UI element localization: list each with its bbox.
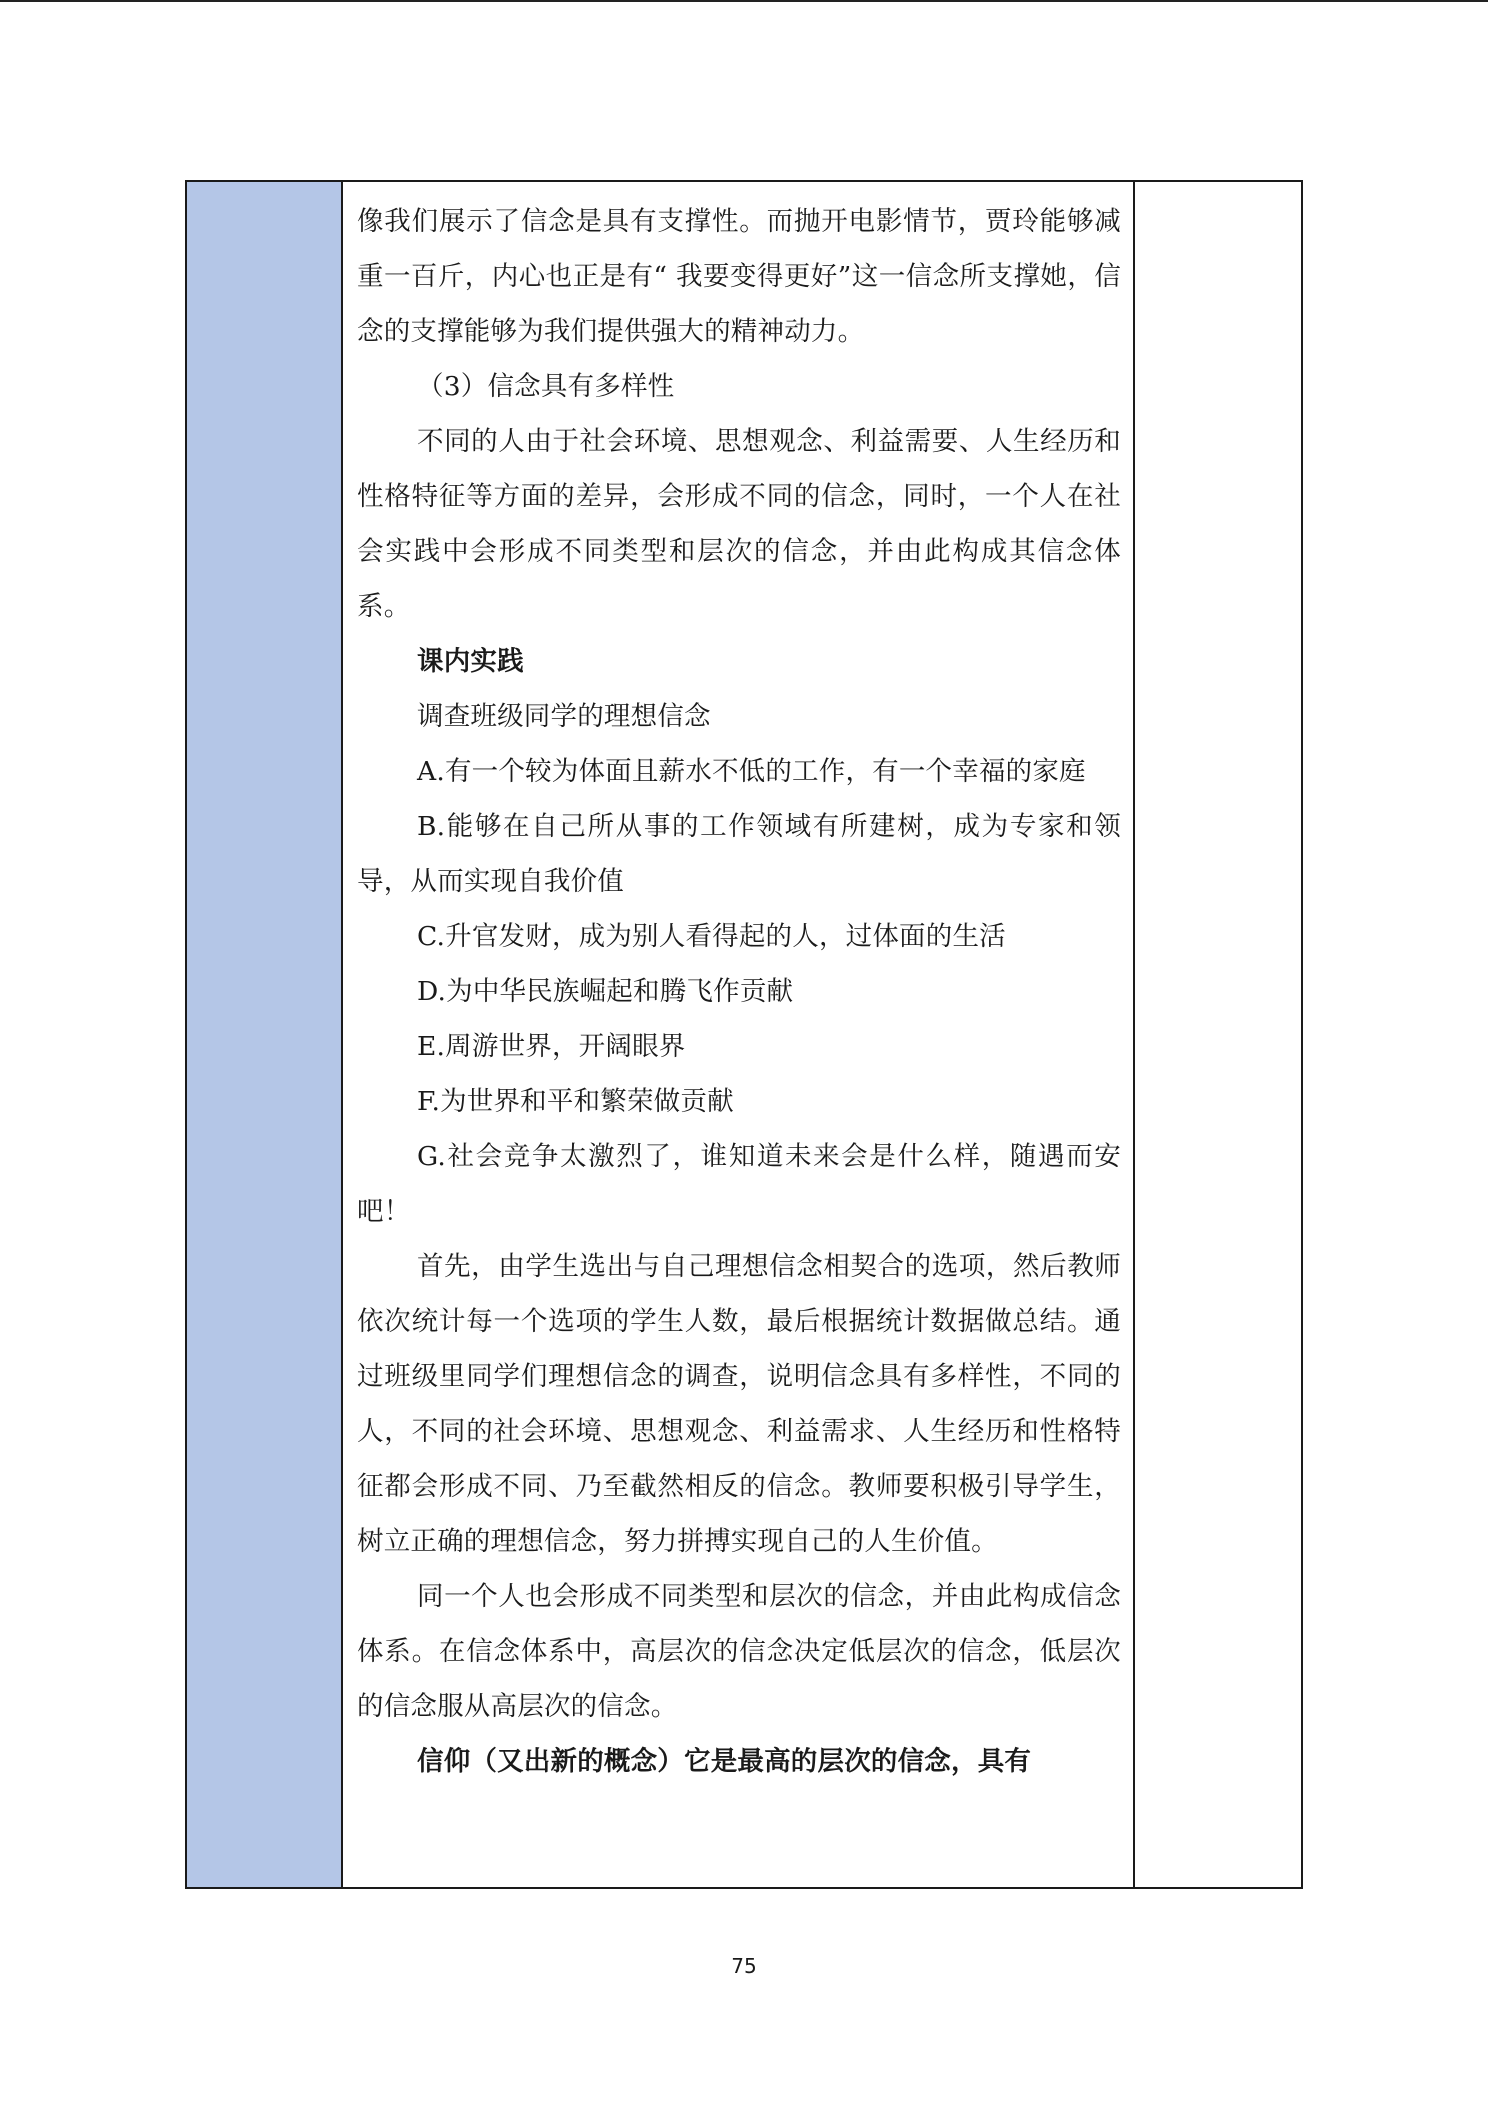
option-b: B.能够在自己所从事的工作领域有所建树，成为专家和领导，从而实现自我价值 xyxy=(357,811,1121,897)
paragraph: 不同的人由于社会环境、思想观念、利益需要、人生经历和性格特征等方面的差异，会形成不同的信念，同时，一个人在社会实践中会形成不同类型和层次的信念，并由此构成其信念体系。 xyxy=(357,426,1121,622)
option-g: G.社会竞争太激烈了，谁知道未来会是什么样，随遇而安吧！ xyxy=(357,1141,1121,1227)
activity-title: 调查班级同学的理想信念 xyxy=(417,701,711,732)
paragraph: 同一个人也会形成不同类型和层次的信念，并由此构成信念体系。在信念体系中，高层次的信念决定低层次的信念，低层次的信念服从高层次的信念。 xyxy=(357,1581,1121,1722)
top-border-line xyxy=(0,0,1488,2)
option-a: A.有一个较为体面且薪水不低的工作，有一个幸福的家庭 xyxy=(417,756,1086,787)
paragraph: 首先，由学生选出与自己理想信念相契合的选项，然后教师依次统计每一个选项的学生人数，最后根据统计数据做总结。通过班级里同学们理想信念的调查，说明信念具有多样性，不同的人，不同的社会环境、思想观念、利益需求、人生经历和性格特征都会形成不同、乃至截然相反的信念。教师要积极引导学生，树立正确的理想信念，努力拼搏实现自己的人生价值。 xyxy=(357,1251,1121,1557)
page-number: 75 xyxy=(731,1954,757,1978)
paragraph: 像我们展示了信念是具有支撑性。而抛开电影情节，贾玲能够减重一百斤，内心也正是有“ 我要变得更好”这一信念所支撑她，信念的支撑能够为我们提供强大的精神动力。 xyxy=(357,206,1121,347)
section-heading: （3）信念具有多样性 xyxy=(417,371,675,402)
option-f: F.为世界和平和繁荣做贡献 xyxy=(417,1086,734,1117)
option-d: D.为中华民族崛起和腾飞作贡献 xyxy=(417,976,794,1007)
option-c: C.升官发财，成为别人看得起的人，过体面的生活 xyxy=(417,921,1006,952)
table-notes-column xyxy=(1135,182,1301,1887)
paragraph-bold: 信仰（又出新的概念）它是最高的层次的信念，具有 xyxy=(417,1746,1032,1777)
table-content-cell xyxy=(343,182,1135,1887)
table-side-column xyxy=(187,182,343,1887)
lesson-table xyxy=(185,180,1303,1889)
option-e: E.周游世界，开阔眼界 xyxy=(417,1031,686,1062)
activity-heading: 课内实践 xyxy=(417,646,524,677)
